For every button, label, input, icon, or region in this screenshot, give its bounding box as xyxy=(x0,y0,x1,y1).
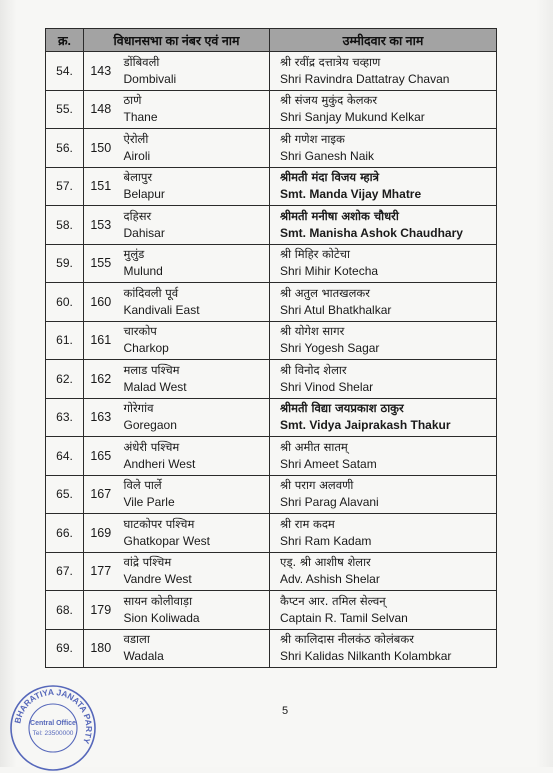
constituency-name xyxy=(118,514,270,553)
serial-number: 55. xyxy=(46,90,84,129)
candidate-name-hindi: श्री रवींद्र दत्तात्रेय चव्हाण xyxy=(280,54,381,69)
constituency-number: 163 xyxy=(84,398,118,437)
candidate-name-hindi: श्री गणेश नाइक xyxy=(280,131,345,146)
candidate-name xyxy=(270,283,497,322)
table-row xyxy=(46,52,497,91)
candidate-name xyxy=(270,129,497,168)
constituency-name-english: Malad West xyxy=(123,379,187,394)
constituency-name-hindi: वांद्रे पश्चिम xyxy=(123,555,172,570)
table-header-row xyxy=(46,29,497,52)
constituency-name xyxy=(118,629,270,668)
page-number: 5 xyxy=(282,705,289,717)
candidate-name-english: Shri Yogesh Sagar xyxy=(280,341,380,356)
constituency-number: 180 xyxy=(84,629,118,668)
candidate-name-hindi: श्री पराग अलवणी xyxy=(280,478,354,493)
constituency-number: 151 xyxy=(84,167,118,206)
serial-number: 59. xyxy=(46,244,84,283)
constituency-number: 177 xyxy=(84,552,118,591)
serial-number: 58. xyxy=(46,206,84,245)
constituency-name xyxy=(118,360,270,399)
constituency-name xyxy=(118,591,270,630)
constituency-name-hindi: विले पार्ले xyxy=(123,478,162,493)
constituency-name-english: Dahisar xyxy=(123,225,165,240)
serial-number: 61. xyxy=(46,321,84,360)
constituency-name-english: Airoli xyxy=(123,148,151,163)
constituency-name-hindi: वडाला xyxy=(123,632,150,647)
constituency-number: 143 xyxy=(84,52,118,91)
constituency-name-english: Wadala xyxy=(123,649,164,664)
constituency-number: 165 xyxy=(84,437,118,476)
constituency-number: 169 xyxy=(84,514,118,553)
party-office-stamp xyxy=(8,683,98,773)
candidate-name-english: Smt. Manisha Ashok Chaudhary xyxy=(280,225,463,240)
candidate-name xyxy=(270,360,497,399)
serial-number: 66. xyxy=(46,514,84,553)
constituency-name-hindi: ठाणे xyxy=(123,93,142,108)
constituency-name xyxy=(118,552,270,591)
constituency-name-hindi: मुलुंड xyxy=(123,247,145,262)
serial-number: 56. xyxy=(46,129,84,168)
candidate-name xyxy=(270,514,497,553)
serial-number: 62. xyxy=(46,360,84,399)
constituency-name-hindi: गोरेगांव xyxy=(123,401,154,416)
candidate-name-english: Shri Kalidas Nilkanth Kolambkar xyxy=(280,649,452,664)
constituency-number: 179 xyxy=(84,591,118,630)
candidate-name-english: Smt. Vidya Jaiprakash Thakur xyxy=(280,418,451,433)
constituency-name-english: Mulund xyxy=(123,264,163,279)
constituency-name xyxy=(118,167,270,206)
constituency-name-hindi: डोंबिवली xyxy=(123,54,160,69)
serial-number: 60. xyxy=(46,283,84,322)
constituency-name-english: Thane xyxy=(123,110,158,125)
candidate-name xyxy=(270,321,497,360)
constituency-name-english: Andheri West xyxy=(123,456,196,471)
candidate-name-hindi: श्री अतुल भातखलकर xyxy=(280,285,370,300)
constituency-name-hindi: अंधेरी पश्चिम xyxy=(123,439,180,454)
candidate-name xyxy=(270,398,497,437)
constituency-number: 150 xyxy=(84,129,118,168)
constituency-number: 160 xyxy=(84,283,118,322)
table-row xyxy=(46,514,497,553)
table-row xyxy=(46,552,497,591)
constituency-name-hindi: कांदिवली पूर्व xyxy=(123,285,179,300)
constituency-name xyxy=(118,244,270,283)
candidate-name xyxy=(270,437,497,476)
candidate-name xyxy=(270,475,497,514)
table-row xyxy=(46,475,497,514)
candidate-name-hindi: श्री अमीत सातम् xyxy=(280,439,348,454)
table-row xyxy=(46,360,497,399)
candidate-name-english: Shri Mihir Kotecha xyxy=(280,264,379,279)
constituency-name-english: Ghatkopar West xyxy=(123,533,210,548)
table-row xyxy=(46,167,497,206)
candidate-name-hindi: श्रीमती मनीषा अशोक चौधरी xyxy=(280,208,399,223)
candidate-name xyxy=(270,591,497,630)
constituency-number: 155 xyxy=(84,244,118,283)
constituency-name-hindi: दहिसर xyxy=(123,208,152,223)
constituency-number: 162 xyxy=(84,360,118,399)
constituency-name xyxy=(118,475,270,514)
table-row xyxy=(46,591,497,630)
table-row xyxy=(46,90,497,129)
serial-number: 69. xyxy=(46,629,84,668)
constituency-name xyxy=(118,206,270,245)
candidate-name-hindi: श्रीमती मंदा विजय म्हात्रे xyxy=(280,170,379,185)
constituency-name-hindi: बेलापुर xyxy=(123,170,153,185)
stamp-outer-ring xyxy=(11,686,95,770)
constituency-name xyxy=(118,437,270,476)
candidate-name-english: Shri Parag Alavani xyxy=(280,495,379,510)
table-row xyxy=(46,206,497,245)
serial-number: 64. xyxy=(46,437,84,476)
candidate-name xyxy=(270,90,497,129)
candidate-name-english: Captain R. Tamil Selvan xyxy=(280,610,408,625)
candidate-name-hindi: श्री योगेश सागर xyxy=(280,324,345,339)
candidate-name xyxy=(270,167,497,206)
table-row xyxy=(46,283,497,322)
candidate-name-hindi: श्री विनोद शेलार xyxy=(280,362,347,377)
candidate-name xyxy=(270,244,497,283)
constituency-name xyxy=(118,398,270,437)
constituency-name-hindi: सायन कोलीवाड़ा xyxy=(123,593,193,608)
candidate-name-hindi: एड्. श्री आशीष शेलार xyxy=(280,555,371,570)
candidate-name xyxy=(270,552,497,591)
table-row xyxy=(46,244,497,283)
constituency-name-english: Goregaon xyxy=(123,418,177,433)
table-row xyxy=(46,321,497,360)
candidate-name-english: Shri Sanjay Mukund Kelkar xyxy=(280,110,425,125)
constituency-name xyxy=(118,129,270,168)
candidate-name-hindi: श्रीमती विद्या जयप्रकाश ठाकुर xyxy=(280,401,404,416)
stamp-inner-ring xyxy=(29,704,77,752)
constituency-number: 161 xyxy=(84,321,118,360)
constituency-name-hindi: घाटकोपर पश्चिम xyxy=(123,516,195,531)
constituency-name-hindi: चारकोप xyxy=(123,324,157,339)
constituency-name-english: Vandre West xyxy=(123,572,192,587)
candidate-name xyxy=(270,52,497,91)
constituency-name-english: Vile Parle xyxy=(123,495,175,510)
serial-number: 68. xyxy=(46,591,84,630)
stamp-center-line1: Central Office xyxy=(30,720,76,727)
constituency-name-english: Belapur xyxy=(123,187,165,202)
constituency-name xyxy=(118,90,270,129)
constituency-number: 167 xyxy=(84,475,118,514)
stamp-center-line2: Tel: 23500000 xyxy=(32,730,74,737)
constituency-name-hindi: मलाड पश्चिम xyxy=(123,362,180,377)
table-row xyxy=(46,398,497,437)
serial-number: 67. xyxy=(46,552,84,591)
table-body xyxy=(46,52,497,668)
serial-number: 57. xyxy=(46,167,84,206)
candidate-list-table xyxy=(45,28,497,668)
candidate-name xyxy=(270,629,497,668)
candidate-name-english: Shri Ravindra Dattatray Chavan xyxy=(280,71,450,86)
candidate-name-english: Smt. Manda Vijay Mhatre xyxy=(280,187,422,202)
serial-number: 65. xyxy=(46,475,84,514)
candidate-name-english: Shri Vinod Shelar xyxy=(280,379,374,394)
constituency-name-english: Kandivali East xyxy=(123,302,200,317)
constituency-number: 148 xyxy=(84,90,118,129)
header-candidate: उम्मीदवार का नाम xyxy=(270,29,497,52)
candidate-name-english: Adv. Ashish Shelar xyxy=(280,572,380,587)
candidate-name-hindi: श्री कालिदास नीलकंठ कोलंबकर xyxy=(280,632,414,647)
constituency-name-english: Sion Koliwada xyxy=(123,610,200,625)
candidate-name-hindi: श्री मिहिर कोटेचा xyxy=(280,247,350,262)
constituency-name xyxy=(118,321,270,360)
candidate-name-hindi: कैप्टन आर. तमिल सेल्वन् xyxy=(280,593,386,608)
table-row xyxy=(46,629,497,668)
header-constituency: विधानसभा का नंबर एवं नाम xyxy=(84,29,270,52)
table-row xyxy=(46,129,497,168)
stamp-ring-text: BHARATIYA JANATA PARTY xyxy=(12,686,95,746)
candidate-name-english: Shri Ameet Satam xyxy=(280,456,377,471)
constituency-name-hindi: ऐरोली xyxy=(123,131,149,146)
constituency-name-english: Charkop xyxy=(123,341,169,356)
constituency-number: 153 xyxy=(84,206,118,245)
constituency-name xyxy=(118,283,270,322)
candidate-name-english: Shri Ram Kadam xyxy=(280,533,372,548)
table-row xyxy=(46,437,497,476)
header-serial: क्र. xyxy=(46,29,84,52)
candidate-name-english: Shri Atul Bhatkhalkar xyxy=(280,302,392,317)
candidate-name-english: Shri Ganesh Naik xyxy=(280,148,375,163)
serial-number: 63. xyxy=(46,398,84,437)
constituency-name xyxy=(118,52,270,91)
constituency-name-english: Dombivali xyxy=(123,71,177,86)
candidate-name-hindi: श्री राम कदम xyxy=(280,516,335,531)
candidate-name-hindi: श्री संजय मुकुंद केलकर xyxy=(280,93,378,108)
candidate-name xyxy=(270,206,497,245)
serial-number: 54. xyxy=(46,52,84,91)
